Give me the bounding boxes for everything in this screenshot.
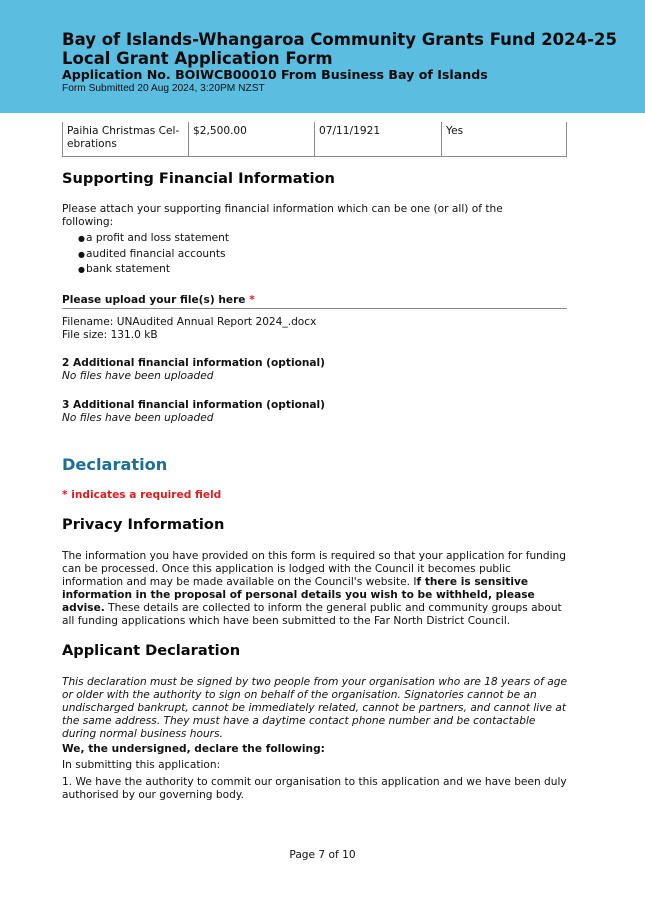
declaration-heading: Declaration [62,455,168,474]
answer-cell: Yes [441,122,567,156]
table-row [62,122,567,156]
financial-heading: Supporting Financial Information [62,170,335,187]
submitted-date: Form Submitted 20 Aug 2024, 3:20PM NZST [62,83,265,94]
submitting-statement: In submitting this application: [62,759,221,771]
financial-intro: Please attach your supporting financial information which can be one (or all) of the following: [62,203,503,228]
additional-financial-2-status: No files have been uploaded [62,370,214,382]
declare-statement: We, the undersigned, declare the following: [62,743,325,755]
event-cell: Paihia Christmas Cel- ebrations [62,122,188,156]
bullet-icon: ● [78,265,85,274]
application-number: Application No. BOIWCB00010 From Business Bay of Islands [62,67,488,82]
list-item: ● bank statement [62,262,229,278]
divider [62,308,567,309]
financial-bullets [62,231,229,278]
bullet-icon: ● [78,249,85,259]
upload-label: Please upload your file(s) here * [62,294,255,306]
grants-table [62,122,567,157]
required-field-note: * indicates a required field [62,489,222,501]
privacy-text: The information you have provided on this form is required so that your application for funding can be processed. Once this application is lodged with the Council it becomes public information and may be made available on the Council's website. If there is sensitive information in the proposal of personal details you wish to be withheld, please advise. These details are collected to inform the general public and community groups about all funding applications which have been submitted to the Far North District Council. [62,550,566,627]
uploaded-filename[interactable]: Filename: UNAudited Annual Report 2024_.docx [62,316,317,328]
page-number: Page 7 of 10 [289,849,356,861]
header-banner [0,0,645,113]
required-marker: * [249,294,255,306]
declaration-point-1: 1. We have the authority to commit our organisation to this application and we have been duly authorised by our governing body. [62,776,567,801]
date-cell: 07/11/1921 [314,122,441,156]
uploaded-filesize: File size: 131.0 kB [62,329,158,341]
additional-financial-3-status: No files have been uploaded [62,412,214,424]
form-title: Bay of Islands-Whangaroa Community Grants Fund 2024-25 Local Grant Application Form [62,30,617,68]
privacy-heading: Privacy Information [62,516,225,533]
additional-financial-2-label: 2 Additional financial information (optional) [62,357,326,369]
list-item: ● audited financial accounts [62,247,229,263]
applicant-declaration-heading: Applicant Declaration [62,642,241,659]
applicant-declaration-text: This declaration must be signed by two people from your organisation who are 18 years of age or older with the authority to sign on behalf of the organisation. Signatories cannot be an undischarged bankrupt, cannot be immediately related, cannot be partners, and cannot live at the same address. They must have a daytime contact phone number and be contactable during normal business hours. [62,676,567,740]
additional-financial-3-label: 3 Additional financial information (optional) [62,399,326,411]
amount-cell: $2,500.00 [188,122,314,156]
bullet-icon: ● [78,234,85,243]
list-item: ● a profit and loss statement [62,231,229,247]
